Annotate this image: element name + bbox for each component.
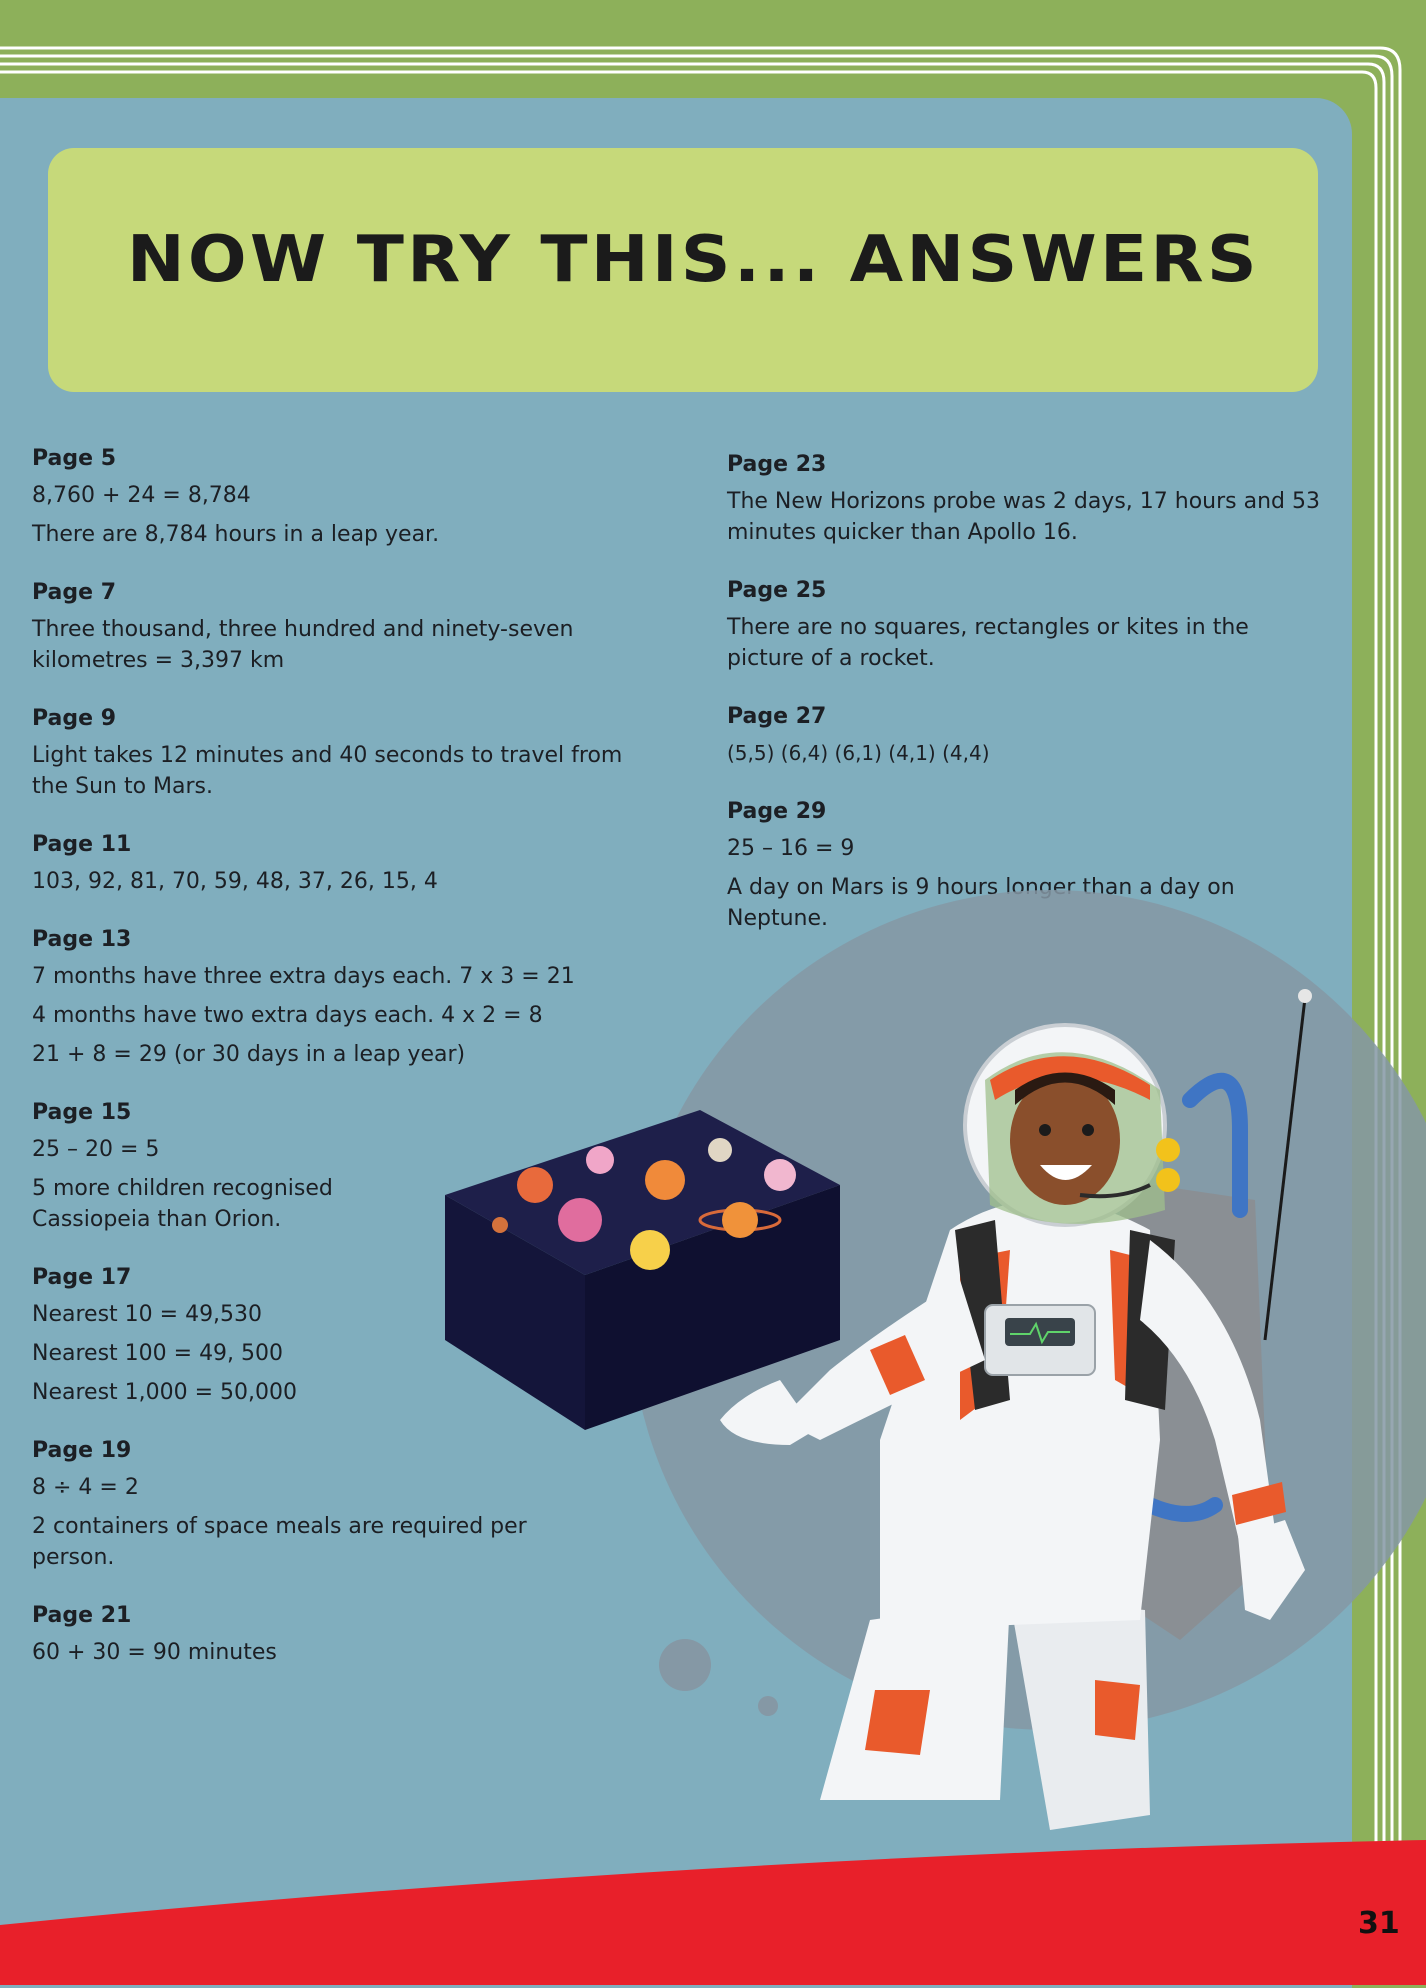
answer-line: Nearest 100 = 49, 500 <box>32 1341 284 1366</box>
answer-line: 8,760 + 24 = 8,784 <box>32 483 251 508</box>
answer-line: 25 – 16 = 9 <box>727 836 855 861</box>
grey-planet-tiny <box>758 1696 778 1716</box>
answer-page-heading: Page 13 <box>32 927 132 952</box>
answer-page-heading: Page 23 <box>727 452 827 477</box>
answer-page-heading: Page 17 <box>32 1265 132 1290</box>
answer-line: There are 8,784 hours in a leap year. <box>32 522 440 547</box>
answer-line: Three thousand, three hundred and ninety-seven kilometres = 3,397 km <box>32 617 574 673</box>
grey-planet-small <box>659 1639 711 1691</box>
answer-page-heading: Page 11 <box>32 832 132 857</box>
answer-page-heading: Page 15 <box>32 1100 132 1125</box>
answer-line: 4 months have two extra days each. 4 x 2 = 8 <box>32 1003 543 1028</box>
answer-line: 5 more children recognised Cassiopeia than Orion. <box>32 1176 333 1232</box>
red-footer-band <box>0 1840 1426 1985</box>
page-number: 31 <box>1358 1906 1400 1941</box>
answer-page-heading: Page 9 <box>32 706 117 731</box>
answer-page-heading: Page 21 <box>32 1603 132 1628</box>
answer-page-heading: Page 27 <box>727 704 827 729</box>
answer-page-heading: Page 19 <box>32 1438 132 1463</box>
answer-line: There are no squares, rectangles or kites in the picture of a rocket. <box>727 615 1249 671</box>
answer-page-heading: Page 25 <box>727 578 827 603</box>
answer-line: Light takes 12 minutes and 40 seconds to travel from the Sun to Mars. <box>32 743 623 799</box>
answer-page-heading: Page 7 <box>32 580 117 605</box>
page-title: NOW TRY THIS... ANSWERS <box>127 223 1261 297</box>
answer-line: The New Horizons probe was 2 days, 17 hours and 53 minutes quicker than Apollo 16. <box>727 489 1320 545</box>
answer-line: 103, 92, 81, 70, 59, 48, 37, 26, 15, 4 <box>32 869 438 894</box>
answer-line: Nearest 1,000 = 50,000 <box>32 1380 298 1405</box>
answer-line: 21 + 8 = 29 (or 30 days in a leap year) <box>32 1042 466 1067</box>
answer-line: 7 months have three extra days each. 7 x 3 = 21 <box>32 964 575 989</box>
answer-line: 8 ÷ 4 = 2 <box>32 1475 139 1500</box>
answer-line: 2 containers of space meals are required per person. <box>32 1514 527 1570</box>
answer-page-heading: Page 29 <box>727 799 827 824</box>
answer-line: A day on Mars is 9 hours longer than a day on Neptune. <box>727 875 1235 931</box>
answer-line: 25 – 20 = 5 <box>32 1137 160 1162</box>
answer-line: Nearest 10 = 49,530 <box>32 1302 263 1327</box>
answer-page-heading: Page 5 <box>32 446 117 471</box>
answer-line: (5,5) (6,4) (6,1) (4,1) (4,4) <box>727 741 990 765</box>
answer-line: 60 + 30 = 90 minutes <box>32 1640 277 1665</box>
